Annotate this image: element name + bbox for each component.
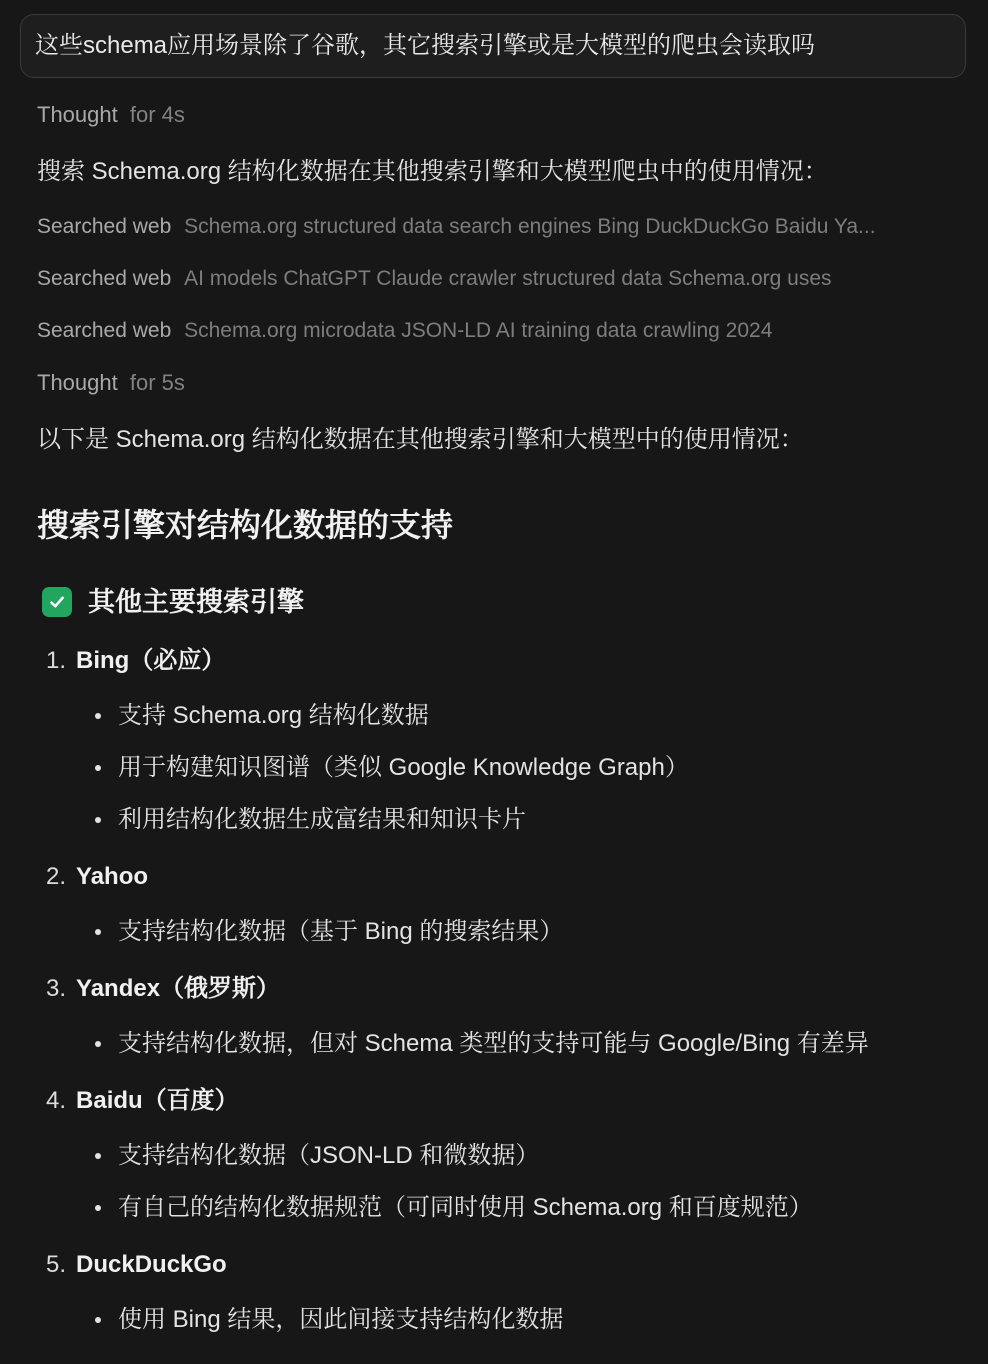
engine-name: [46, 1086, 968, 1116]
thought-label: Thought: [37, 370, 118, 395]
engine-name: [46, 862, 968, 892]
list-item-engine-yahoo: [37, 862, 968, 947]
list-item-engine-yandex: [37, 974, 968, 1059]
engine-title: Yahoo: [76, 863, 149, 890]
searched-web-label: Searched web: [37, 267, 172, 290]
bullet-point: 支持结构化数据（基于 Bing 的搜索结果）: [95, 917, 968, 947]
user-message-text: 这些schema应用场景除了谷歌，其它搜索引擎或是大模型的爬虫会读取吗: [35, 32, 816, 59]
subsection-heading: [42, 585, 968, 619]
list-number: 3.: [46, 975, 67, 1002]
searched-web-query: AI models ChatGPT Claude crawler structured data Schema.org uses: [184, 267, 832, 290]
thought-duration: for 5s: [129, 370, 185, 395]
thought-toggle-2[interactable]: [37, 370, 968, 396]
assistant-message: [0, 102, 988, 1335]
engine-title: Baidu（百度）: [76, 1087, 239, 1114]
searched-web-label: Searched web: [37, 215, 172, 238]
engine-name: [46, 974, 968, 1004]
section-heading: 搜索引擎对结构化数据的支持: [37, 507, 454, 543]
assistant-intro-before-search: 搜索 Schema.org 结构化数据在其他搜索引擎和大模型爬虫中的使用情况：: [37, 158, 828, 185]
engine-title: Bing（必应）: [76, 647, 226, 674]
bullet-point: 支持结构化数据，但对 Schema 类型的支持可能与 Google/Bing 有差异: [95, 1029, 968, 1059]
list-item-engine-baidu: [37, 1086, 968, 1223]
bullet-point: 支持结构化数据（JSON-LD 和微数据）: [95, 1141, 968, 1171]
searched-web-query: Schema.org microdata JSON-LD AI training data crawling 2024: [184, 319, 773, 342]
searched-web-row-1[interactable]: [37, 214, 968, 240]
list-number: 2.: [46, 863, 67, 890]
searched-web-label: Searched web: [37, 319, 172, 342]
searched-web-row-2[interactable]: [37, 266, 968, 292]
searched-web-row-3[interactable]: [37, 318, 968, 344]
list-item-engine-duckduckgo: [37, 1250, 968, 1335]
thought-toggle-1[interactable]: [37, 102, 968, 128]
user-message-bubble: [20, 14, 966, 78]
engine-name: [46, 646, 968, 676]
subsection-title: 其他主要搜索引擎: [88, 587, 304, 617]
bullet-point: 支持 Schema.org 结构化数据: [95, 701, 968, 731]
engine-list: [37, 646, 968, 1335]
chat-page: [0, 14, 988, 1335]
list-number: 5.: [46, 1251, 67, 1278]
list-number: 4.: [46, 1087, 67, 1114]
engine-title: Yandex（俄罗斯）: [76, 975, 281, 1002]
bullet-point: 有自己的结构化数据规范（可同时使用 Schema.org 和百度规范）: [95, 1193, 968, 1223]
thought-label: Thought: [37, 102, 118, 127]
searched-web-query: Schema.org structured data search engines Bing DuckDuckGo Baidu Ya...: [184, 215, 876, 238]
bullet-point: 使用 Bing 结果，因此间接支持结构化数据: [95, 1305, 968, 1335]
check-mark-icon: [42, 587, 72, 617]
assistant-intro-after-search: 以下是 Schema.org 结构化数据在其他搜索引擎和大模型中的使用情况：: [37, 426, 804, 453]
engine-title: DuckDuckGo: [76, 1251, 227, 1278]
thought-duration: for 4s: [129, 102, 185, 127]
engine-name: [46, 1250, 968, 1280]
bullet-point: 用于构建知识图谱（类似 Google Knowledge Graph）: [95, 753, 968, 783]
bullet-point: 利用结构化数据生成富结果和知识卡片: [95, 805, 968, 835]
list-item-engine-bing: [37, 646, 968, 835]
list-number: 1.: [46, 647, 67, 674]
